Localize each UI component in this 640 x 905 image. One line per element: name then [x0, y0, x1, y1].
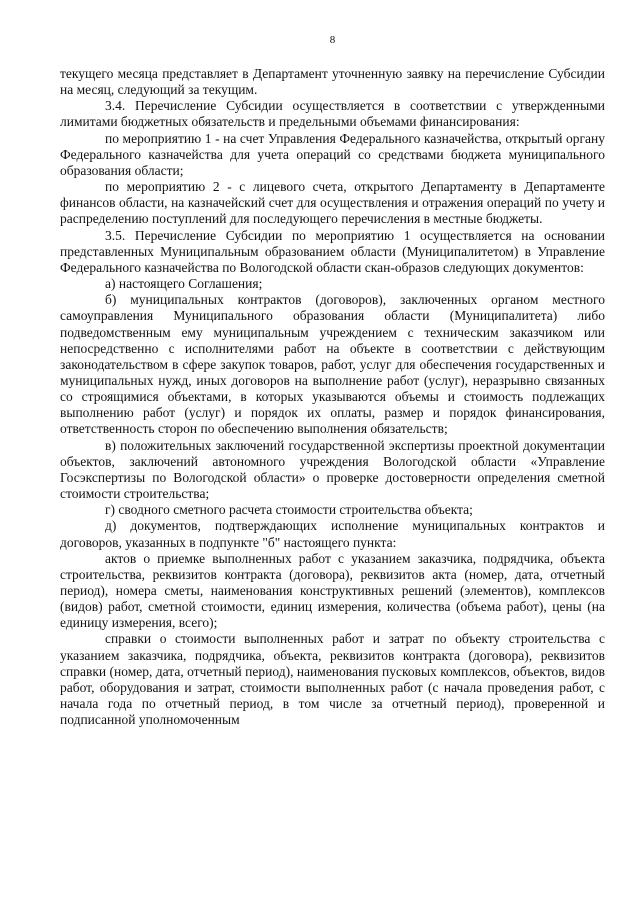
paragraph: г) сводного сметного расчета стоимости строительства объекта; [105, 502, 473, 518]
paragraph: д) документов, подтверждающих исполнение муниципальных контрактов и договоров, указанных в подпункте "б" настоящего пункта: [60, 518, 605, 550]
paragraph: а) настоящего Соглашения; [105, 276, 263, 292]
paragraph: б) муниципальных контрактов (договоров), заключенных органом местного самоуправления Муниципального образования области (Муниципалитета) либо подведомственным ему муниципальным учреждением с техническим заказчиком или непосредственно с исполнителями работ на объекте в соответствии с действующим законодательством в сфере закупок товаров, работ, услуг для обеспечения государственных и муниципальных нужд, иных договоров на выполнение работ (услуг), неразрывно связанных со строящимися объектами, в которых указываются объемы и стоимость подлежащих выполнению работ (услуг) и порядок их оплаты, размер и порядок финансирования, ответственность сторон по обеспечению выполнения обязательств; [60, 292, 605, 437]
paragraph: 3.4. Перечисление Субсидии осуществляется в соответствии с утвержденными лимитами бюджетных обязательств и предельными объемами финансирования: [60, 98, 605, 130]
paragraph: актов о приемке выполненных работ с указанием заказчика, подрядчика, объекта строительства, реквизитов контракта (договора), реквизитов акта (номер, дата, отчетный период), номера сметы, наименования конструктивных решений (элементов), комплексов (видов) работ, сметной стоимости, единиц измерения, количества (объема работ), цены (на единицу измерения, всего); [60, 550, 605, 631]
page-number: 8 [329, 34, 336, 46]
paragraph: по мероприятию 2 - с лицевого счета, открытого Департаменту в Департаменте финансов области, на казначейский счет для осуществления и отражения операций по учету и распределению поступлений для последующего перечисления в местные бюджеты. [60, 179, 605, 227]
document-body [60, 66, 605, 728]
paragraph: текущего месяца представляет в Департамент уточненную заявку на перечисление Субсидии на месяц, следующий за текущим. [60, 66, 605, 98]
document-page [60, 34, 605, 728]
paragraph: справки о стоимости выполненных работ и затрат по объекту строительства с указанием заказчика, подрядчика, объекта, реквизитов контракта (договора), реквизитов справки (номер, дата, отчетный период), наименования пусковых комплексов, объектов, видов работ, оборудования и затрат, стоимости выполненных работ (с начала проведения работ, с начала года по отчетный период, в том числе за отчетный период), проверенной и подписанной уполномоченным [60, 631, 605, 728]
paragraph: в) положительных заключений государственной экспертизы проектной документации объектов, заключений автономного учреждения Вологодской области «Управление Госэкспертизы по Вологодской области» о проверке достоверности определения сметной стоимости строительства; [60, 437, 605, 502]
paragraph: по мероприятию 1 - на счет Управления Федерального казначейства, открытый органу Федерального казначейства для учета операций со средствами бюджета муниципального образования области; [60, 130, 605, 178]
paragraph: 3.5. Перечисление Субсидии по мероприятию 1 осуществляется на основании представленных Муниципальным образованием области (Муниципалитетом) в Управление Федерального казначейства по Вологодской области скан-образов следующих документов: [60, 227, 605, 275]
